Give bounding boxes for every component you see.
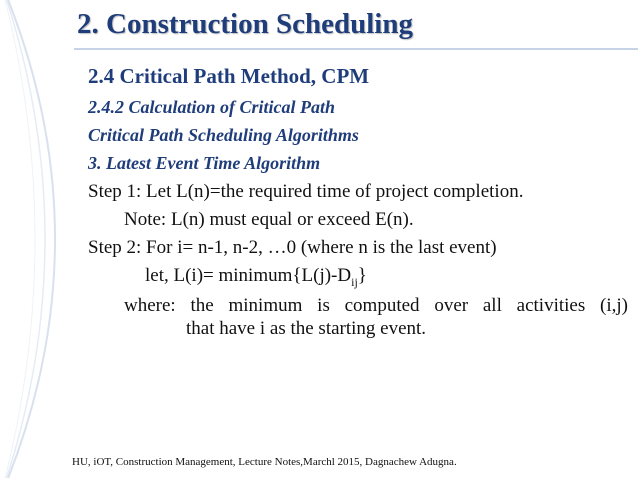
decorative-arcs — [0, 0, 80, 478]
title-divider — [74, 48, 638, 50]
where-line-2: that have i as the starting event. — [186, 318, 427, 339]
let-formula-close: } — [357, 265, 367, 286]
algorithms-heading: Critical Path Scheduling Algorithms — [88, 125, 359, 145]
section-heading: 2.4 Critical Path Method, CPM — [88, 64, 370, 88]
step-1-text: Step 1: Let L(n)=the required time of project completion. — [88, 181, 524, 202]
algorithm-title: 3. Latest Event Time Algorithm — [88, 153, 321, 173]
footer-citation: HU, iOT, Construction Management, Lecture Notes,Marchl 2015, Dagnachew Adugna. — [72, 456, 457, 468]
note-text: Note: L(n) must equal or exceed E(n). — [124, 209, 414, 230]
let-formula-subscript: ij — [351, 274, 358, 289]
where-clause — [124, 294, 628, 340]
let-formula-main: let, L(i)= minimum{L(j)-D — [145, 265, 352, 286]
where-line-1: where: the minimum is computed over all activities (i,j) — [124, 295, 628, 316]
step-2-text: Step 2: For i= n-1, n-2, …0 (where n is the last event) — [88, 237, 497, 258]
let-formula — [145, 265, 367, 290]
slide-title: 2. Construction Scheduling — [77, 8, 413, 40]
subsection-heading: 2.4.2 Calculation of Critical Path — [88, 97, 336, 117]
